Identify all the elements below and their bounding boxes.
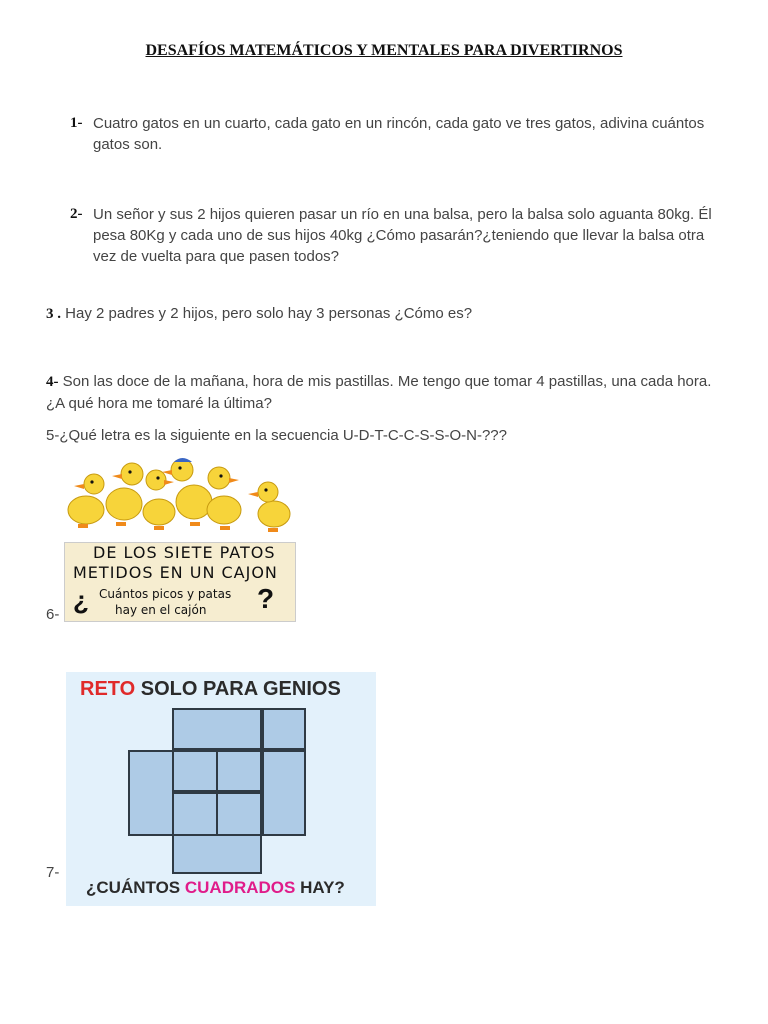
- puzzle-title-red: RETO: [80, 678, 136, 700]
- caption-line-2: METIDOS EN UN CAJON: [73, 563, 278, 582]
- puzzle-title: [80, 678, 341, 701]
- question-text: Son las doce de la mañana, hora de mis pastillas. Me tengo que tomar 4 pastillas, una cada hora. ¿A qué hora me tomaré la última?: [46, 373, 712, 412]
- puzzle-question-post: HAY?: [295, 878, 345, 897]
- question-text: Cuatro gatos en un cuarto, cada gato en un rincón, cada gato ve tres gatos, adivina cuántos gatos son.: [93, 115, 705, 153]
- question-3: [46, 303, 726, 325]
- caption-line-4: hay en el cajón: [115, 603, 207, 617]
- puzzle-question: [86, 878, 345, 898]
- question-number: 2-: [70, 206, 83, 222]
- question-2: [70, 204, 730, 267]
- ducks-caption-box: [64, 542, 296, 622]
- ducks-illustration-icon: [64, 452, 296, 544]
- question-6-label: 6-: [46, 606, 60, 623]
- caption-line-1: DE LOS SIETE PATOS: [93, 543, 276, 562]
- question-mark-open: ¿: [73, 585, 89, 615]
- squares-puzzle: [66, 672, 376, 906]
- question-number: 4-: [46, 374, 59, 390]
- question-text: Hay 2 padres y 2 hijos, pero solo hay 3 personas ¿Cómo es?: [65, 305, 473, 322]
- caption-line-3: Cuántos picos y patas: [99, 587, 232, 601]
- question-number: 1-: [70, 115, 83, 131]
- ducks-picture: [64, 452, 296, 622]
- puzzle-question-pre: ¿CUÁNTOS: [86, 878, 185, 897]
- question-text: Un señor y sus 2 hijos quieren pasar un río en una balsa, pero la balsa solo aguanta 80kg. Él pesa 80Kg y cada uno de sus hijos 40kg ¿Cómo pasarán?¿teniendo que llevar la balsa otra vez de vuelta para que pasen todos?: [93, 206, 712, 265]
- page-title: DESAFÍOS MATEMÁTICOS Y MENTALES PARA DIVERTIRNOS: [145, 42, 623, 59]
- question-4: [46, 371, 726, 414]
- question-number: 3 .: [46, 306, 61, 322]
- question-7-label: 7-: [46, 864, 60, 881]
- puzzle-title-rest: SOLO PARA GENIOS: [135, 678, 341, 700]
- question-mark-close: ?: [257, 583, 275, 614]
- question-5: 5-¿Qué letra es la siguiente en la secuencia U-D-T-C-C-S-S-O-N-???: [46, 427, 507, 444]
- puzzle-question-highlight: CUADRADOS: [184, 878, 296, 897]
- question-1: [70, 113, 730, 155]
